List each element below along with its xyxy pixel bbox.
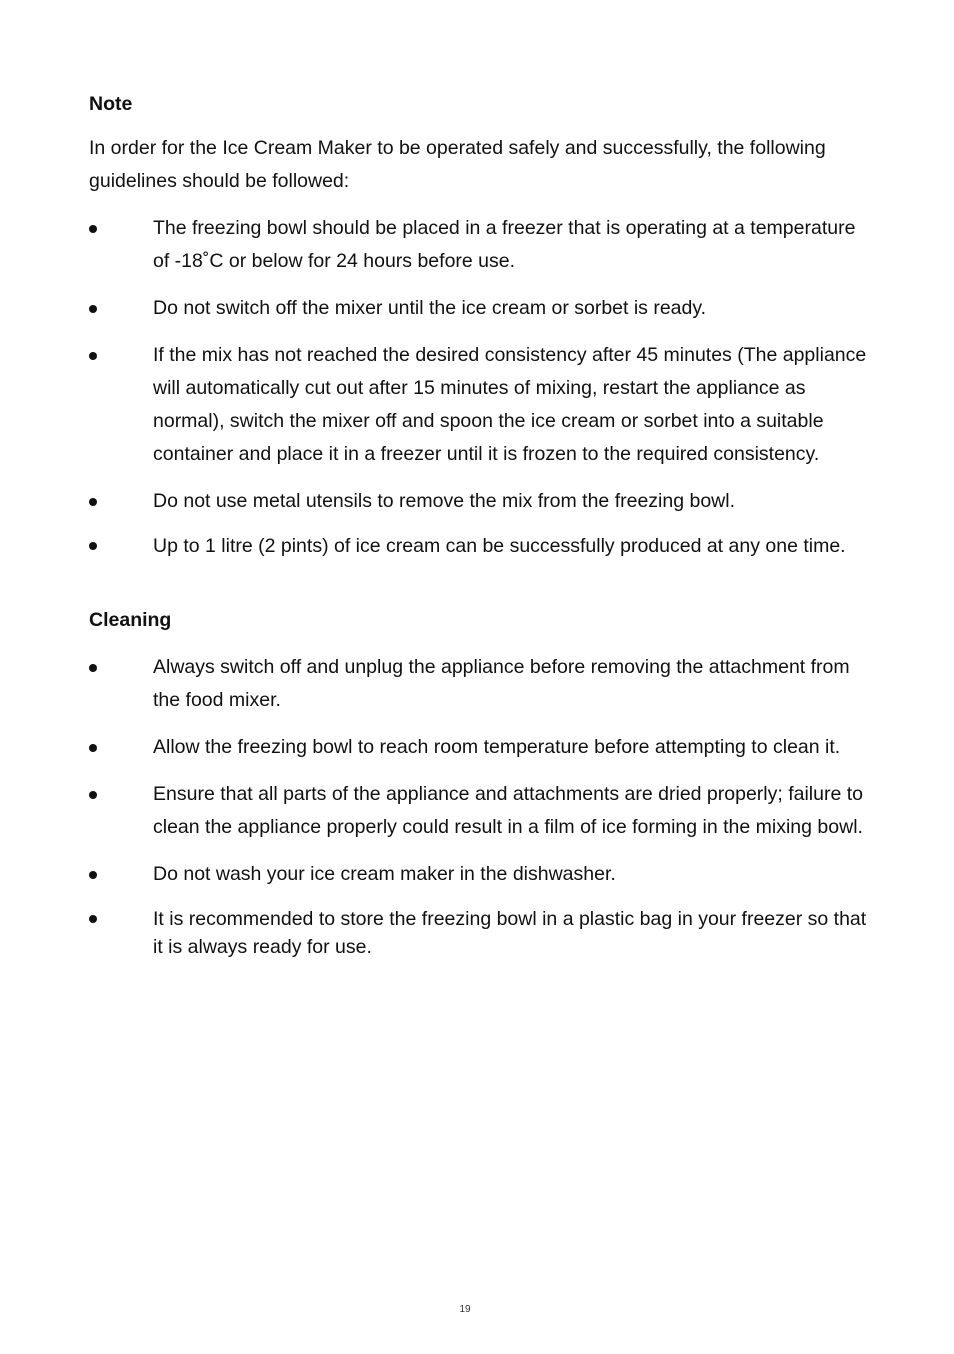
note-heading: Note xyxy=(89,93,133,115)
list-item xyxy=(89,485,869,518)
bullet-icon xyxy=(89,871,97,879)
list-item xyxy=(89,292,869,325)
list-item-text: Do not use metal utensils to remove the mix from the freezing bowl. xyxy=(153,490,736,512)
bullet-icon xyxy=(89,791,97,799)
document-page xyxy=(89,88,869,961)
bullet-icon xyxy=(89,664,97,672)
note-intro: In order for the Ice Cream Maker to be operated safely and successfully, the following guidelines should be followed: xyxy=(89,137,826,192)
list-item xyxy=(89,651,869,717)
cleaning-heading: Cleaning xyxy=(89,609,172,631)
list-item-text: Up to 1 litre (2 pints) of ice cream can be successfully produced at any one time. xyxy=(153,535,846,557)
page-number: 19 xyxy=(459,1304,471,1315)
list-item xyxy=(89,858,869,891)
bullet-icon xyxy=(89,225,97,233)
bullet-icon xyxy=(89,305,97,313)
list-item xyxy=(89,905,869,961)
note-list xyxy=(89,212,869,560)
bullet-icon xyxy=(89,352,97,360)
list-item xyxy=(89,731,869,764)
cleaning-list xyxy=(89,651,869,961)
list-item-text: Ensure that all parts of the appliance and attachments are dried properly; failure to clean the appliance properly could result in a film of ice forming in the mixing bowl. xyxy=(153,783,863,838)
bullet-icon xyxy=(89,915,97,923)
list-item-text: Allow the freezing bowl to reach room temperature before attempting to clean it. xyxy=(153,736,841,758)
list-item-text: Do not wash your ice cream maker in the dishwasher. xyxy=(153,863,616,885)
list-item xyxy=(89,532,869,560)
bullet-icon xyxy=(89,542,97,550)
list-item-text: The freezing bowl should be placed in a freezer that is operating at a temperature of -18˚C or below for 24 hours before use. xyxy=(153,217,856,272)
list-item-text: Always switch off and unplug the appliance before removing the attachment from the food mixer. xyxy=(153,656,850,711)
bullet-icon xyxy=(89,498,97,506)
list-item xyxy=(89,778,869,844)
bullet-icon xyxy=(89,744,97,752)
list-item-text: If the mix has not reached the desired consistency after 45 minutes (The appliance will automatically cut out after 15 minutes of mixing, restart the appliance as normal), switch the mixer off and spoon the ice cream or sorbet into a suitable container and place it in a freezer until it is frozen to the required consistency. xyxy=(153,344,867,465)
list-item xyxy=(89,339,869,471)
list-item xyxy=(89,212,869,278)
list-item-text: Do not switch off the mixer until the ice cream or sorbet is ready. xyxy=(153,297,707,319)
list-item-text: It is recommended to store the freezing bowl in a plastic bag in your freezer so that it is always ready for use. xyxy=(153,908,867,958)
section-spacer xyxy=(89,560,869,604)
